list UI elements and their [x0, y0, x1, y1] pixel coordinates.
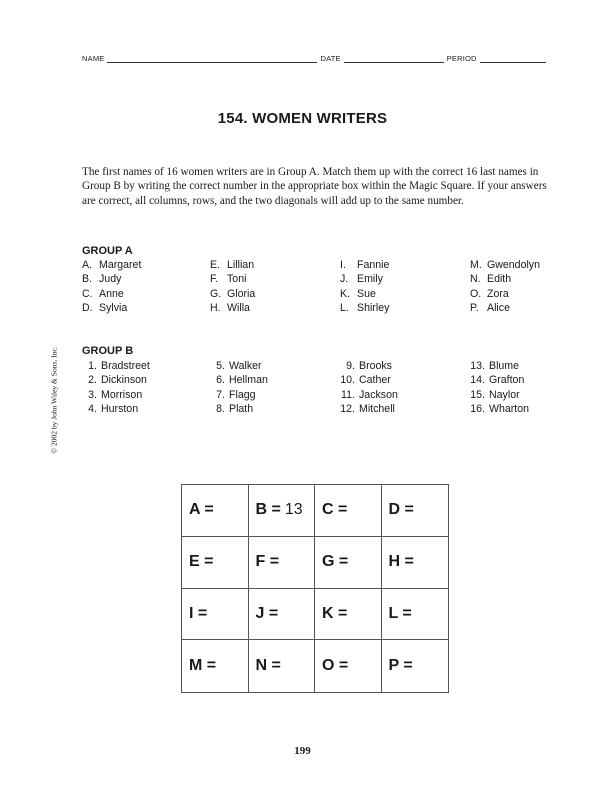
last-name-item	[210, 359, 340, 373]
last-name-item-key: 5.	[216, 360, 225, 372]
first-name-item	[340, 287, 470, 301]
first-name-item	[82, 287, 210, 301]
magic-square-cell[interactable]	[182, 640, 249, 692]
first-name-item-key: G.	[210, 287, 222, 300]
last-name-item-key: 15.	[470, 388, 485, 401]
first-name-item-name: Toni	[227, 273, 247, 286]
last-name-item-name: Dickinson	[101, 374, 147, 387]
period-field[interactable]	[480, 54, 546, 63]
cell-label: N =	[255, 657, 281, 675]
magic-square-cell[interactable]	[182, 537, 249, 589]
first-name-item-name: Zora	[487, 287, 509, 300]
last-name-item	[340, 359, 470, 373]
last-name-item-key: 10.	[340, 374, 355, 387]
first-name-item-key: M.	[470, 259, 482, 271]
first-name-item	[210, 272, 340, 286]
first-name-item-name: Margaret	[99, 259, 142, 271]
last-name-item-key: 7.	[216, 388, 225, 401]
first-name-item-key: O.	[470, 287, 482, 300]
first-name-item	[340, 258, 470, 272]
last-name-item-key: 3.	[88, 388, 97, 401]
cell-label: M =	[189, 657, 217, 675]
magic-square-cell[interactable]	[382, 589, 449, 641]
first-name-item	[340, 301, 470, 315]
first-name-item-key: B.	[82, 273, 93, 286]
first-name-item	[82, 301, 210, 315]
first-name-item-key: D.	[82, 301, 93, 314]
first-name-item-name: Gloria	[227, 287, 256, 300]
last-name-item-name: Walker	[229, 360, 262, 372]
group-a-list	[82, 258, 562, 315]
last-name-item	[82, 373, 210, 387]
last-name-item-name: Flagg	[229, 388, 256, 401]
first-name-item-key: I.	[340, 259, 346, 271]
magic-square-cell[interactable]	[249, 640, 316, 692]
first-name-item-name: Shirley	[357, 301, 390, 314]
first-name-item-key: J.	[340, 273, 349, 286]
last-name-item	[340, 388, 470, 402]
first-name-item-name: Willa	[227, 301, 250, 314]
magic-square-cell[interactable]	[249, 589, 316, 641]
first-name-item-name: Judy	[99, 273, 122, 286]
first-name-item-key: K.	[340, 287, 351, 300]
last-name-item-key: 13.	[470, 360, 485, 372]
first-name-item	[210, 301, 340, 315]
name-label: NAME	[82, 54, 105, 63]
last-name-item-name: Hellman	[229, 374, 268, 387]
group-b-heading: GROUP B	[82, 345, 134, 357]
group-a-heading: GROUP A	[82, 245, 133, 257]
last-name-item	[82, 402, 210, 416]
last-name-item-key: 4.	[88, 402, 97, 415]
last-name-item	[470, 373, 562, 387]
last-name-item-key: 12.	[340, 402, 355, 415]
cell-label: P =	[388, 657, 413, 675]
first-name-item	[210, 258, 340, 272]
first-name-item-name: Fannie	[357, 259, 390, 271]
last-name-item-name: Blume	[489, 360, 520, 372]
magic-square-cell[interactable]	[382, 485, 449, 537]
first-name-item-name: Lillian	[227, 259, 255, 271]
first-name-item	[470, 272, 562, 286]
magic-square-cell[interactable]	[315, 485, 382, 537]
group-b-list	[82, 359, 562, 416]
last-name-item	[340, 402, 470, 416]
last-name-item	[82, 388, 210, 402]
first-name-item	[82, 258, 210, 272]
first-name-item-key: L.	[340, 301, 349, 314]
last-name-item-name: Hurston	[101, 402, 139, 415]
cell-label: H =	[388, 553, 414, 571]
copyright-notice: © 2002 by John Wiley & Sons, Inc.	[49, 346, 59, 454]
last-name-item-name: Morrison	[101, 388, 143, 401]
last-name-item	[470, 359, 562, 373]
last-name-item-name: Jackson	[359, 388, 398, 401]
first-name-item-name: Anne	[99, 287, 124, 300]
period-label: PERIOD	[446, 54, 477, 63]
first-name-item-name: Sylvia	[99, 301, 128, 314]
magic-square-cell[interactable]	[315, 589, 382, 641]
first-name-item	[340, 272, 470, 286]
cell-label: E =	[189, 553, 214, 571]
cell-label: I =	[189, 604, 208, 622]
last-name-item	[470, 402, 562, 416]
last-name-item-name: Brooks	[359, 360, 392, 372]
magic-square-cell[interactable]	[182, 589, 249, 641]
first-name-item	[470, 287, 562, 301]
first-name-item-name: Sue	[357, 287, 376, 300]
date-field[interactable]	[344, 54, 444, 63]
last-name-item-key: 11.	[341, 388, 355, 401]
name-field[interactable]	[107, 54, 317, 63]
last-name-item-key: 16.	[470, 402, 485, 415]
cell-label: K =	[322, 604, 348, 622]
first-name-item-key: E.	[210, 259, 221, 271]
last-name-item-key: 14.	[470, 374, 485, 387]
first-name-item-key: H.	[210, 301, 221, 314]
last-name-item	[470, 388, 562, 402]
last-name-item	[210, 373, 340, 387]
magic-square-cell[interactable]	[249, 537, 316, 589]
page-number: 199	[294, 745, 311, 757]
magic-square-cell[interactable]	[315, 537, 382, 589]
magic-square-cell[interactable]	[182, 485, 249, 537]
last-name-item-key: 8.	[216, 402, 225, 415]
magic-square-cell[interactable]	[382, 537, 449, 589]
first-name-item-key: P.	[470, 301, 479, 314]
cell-label: D =	[388, 501, 414, 519]
cell-label: A =	[189, 501, 214, 519]
first-name-item-key: C.	[82, 287, 93, 300]
magic-square-cell[interactable]	[315, 640, 382, 692]
last-name-item	[210, 402, 340, 416]
magic-square	[181, 484, 449, 693]
last-name-item	[340, 373, 470, 387]
first-name-item	[470, 258, 562, 272]
date-label: DATE	[320, 54, 341, 63]
cell-label: G =	[322, 553, 349, 571]
first-name-item	[82, 272, 210, 286]
last-name-item-key: 6.	[216, 374, 225, 387]
cell-label: J =	[255, 604, 279, 622]
instructions: The first names of 16 women writers are in Group A. Match them up with the correct 16 last names in Group B by writing the correct number in the appropriate box within the Magic Square. If your answers are correct, all columns, rows, and the two diagonals will add up to the same number.	[82, 166, 547, 207]
last-name-item-name: Bradstreet	[101, 360, 150, 372]
first-name-item-name: Gwendolyn	[487, 259, 540, 271]
cell-answer: 13	[284, 501, 303, 519]
last-name-item-key: 2.	[88, 374, 97, 387]
cell-label: C =	[322, 501, 348, 519]
page-title: 154. WOMEN WRITERS	[217, 110, 388, 127]
last-name-item	[82, 359, 210, 373]
cell-label: L =	[388, 604, 412, 622]
first-name-item-key: F.	[210, 273, 219, 286]
cell-label: F =	[255, 553, 280, 571]
last-name-item-name: Cather	[359, 374, 391, 387]
last-name-item-name: Naylor	[489, 388, 520, 401]
magic-square-cell[interactable]	[382, 640, 449, 692]
cell-label: B =	[255, 501, 281, 519]
last-name-item-key: 9.	[346, 360, 355, 372]
last-name-item-name: Wharton	[489, 402, 530, 415]
last-name-item-key: 1.	[88, 360, 97, 372]
last-name-item-name: Plath	[229, 402, 254, 415]
first-name-item-name: Edith	[487, 273, 512, 286]
first-name-item-key: A.	[82, 259, 93, 271]
first-name-item-name: Alice	[487, 301, 510, 314]
student-info-header	[82, 54, 552, 63]
last-name-item-name: Mitchell	[359, 402, 395, 415]
magic-square-cell[interactable]	[249, 485, 316, 537]
cell-label: O =	[322, 657, 349, 675]
last-name-item	[210, 388, 340, 402]
last-name-item-name: Grafton	[489, 374, 525, 387]
first-name-item	[210, 287, 340, 301]
first-name-item-key: N.	[470, 273, 481, 286]
first-name-item-name: Emily	[357, 273, 383, 286]
first-name-item	[470, 301, 562, 315]
